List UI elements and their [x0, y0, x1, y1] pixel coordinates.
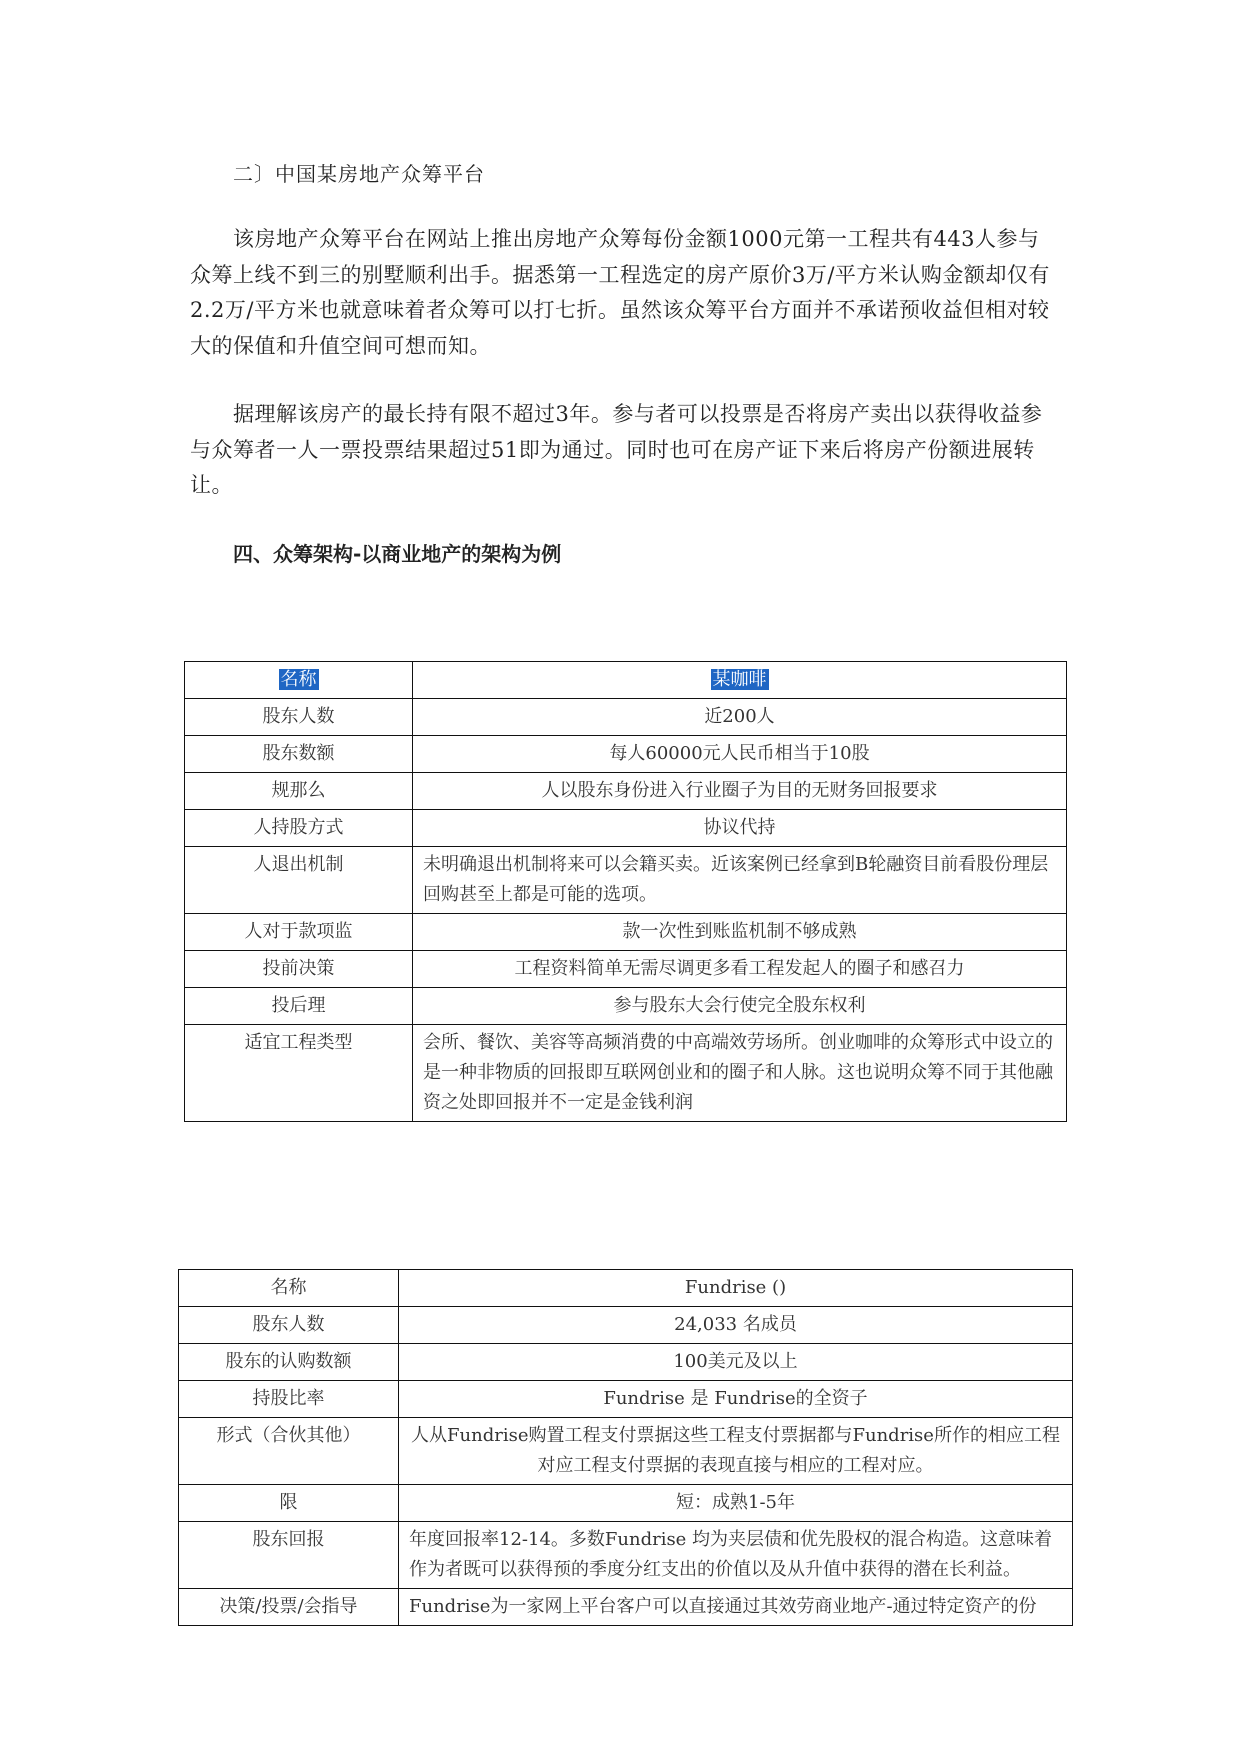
highlighted-text: 名称	[280, 669, 317, 690]
table-row	[179, 1485, 1073, 1522]
value-cell: 24,033 名成员	[399, 1307, 1073, 1344]
table-row	[179, 1344, 1073, 1381]
table-fundrise	[178, 1269, 1073, 1626]
heading-crowdfunding-structure: 四、众筹架构-以商业地产的架构为例	[233, 542, 562, 566]
table-header-row	[185, 662, 1067, 699]
table-row	[185, 951, 1067, 988]
table-row	[185, 736, 1067, 773]
section-title: 二〕中国某房地产众筹平台	[233, 162, 485, 186]
label-cell: 人持股方式	[185, 810, 413, 847]
label-cell: 股东回报	[179, 1522, 399, 1589]
label-cell: 投前决策	[185, 951, 413, 988]
highlighted-text: 某咖啡	[712, 669, 767, 690]
label-cell: 持股比率	[179, 1381, 399, 1418]
label-cell: 股东的认购数额	[179, 1344, 399, 1381]
label-cell: 股东数额	[185, 736, 413, 773]
table-row	[185, 773, 1067, 810]
table-row	[179, 1589, 1073, 1626]
label-cell: 适宜工程类型	[185, 1025, 413, 1122]
table-row	[185, 810, 1067, 847]
value-cell: 短：成熟1-5年	[399, 1485, 1073, 1522]
value-cell: 100美元及以上	[399, 1344, 1073, 1381]
label-cell: 股东人数	[185, 699, 413, 736]
label-cell: 投后理	[185, 988, 413, 1025]
table-row	[185, 914, 1067, 951]
table-row	[185, 847, 1067, 914]
value-cell: 参与股东大会行使完全股东权利	[413, 988, 1067, 1025]
value-cell: Fundrise ()	[399, 1270, 1073, 1307]
value-cell: 近200人	[413, 699, 1067, 736]
value-cell: 工程资料简单无需尽调更多看工程发起人的圈子和感召力	[413, 951, 1067, 988]
value-cell: 会所、餐饮、美容等高频消费的中高端效劳场所。创业咖啡的众筹形式中设立的是一种非物质的回报即互联网创业和的圈子和人脉。这也说明众筹不同于其他融资之处即回报并不一定是金钱利润	[413, 1025, 1067, 1122]
value-cell: 未明确退出机制将来可以会籍买卖。近该案例已经拿到B轮融资目前看股份理层回购甚至上都是可能的选项。	[413, 847, 1067, 914]
value-cell: 协议代持	[413, 810, 1067, 847]
label-cell: 名称	[179, 1270, 399, 1307]
value-cell: Fundrise 是 Fundrise的全资子	[399, 1381, 1073, 1418]
value-cell: 人以股东身份进入行业圈子为目的无财务回报要求	[413, 773, 1067, 810]
table-coffee-crowdfunding	[184, 661, 1067, 1122]
table-row	[185, 1025, 1067, 1122]
value-cell: 每人60000元人民币相当于10股	[413, 736, 1067, 773]
table-row	[185, 699, 1067, 736]
label-cell: 限	[179, 1485, 399, 1522]
label-cell: 决策/投票/会指导	[179, 1589, 399, 1626]
label-cell: 规那么	[185, 773, 413, 810]
value-cell: 人从Fundrise购置工程支付票据这些工程支付票据都与Fundrise所作的相应工程对应工程支付票据的表现直接与相应的工程对应。	[399, 1418, 1073, 1485]
table-row	[179, 1381, 1073, 1418]
header-cell	[413, 662, 1067, 699]
label-cell: 股东人数	[179, 1307, 399, 1344]
table-row	[179, 1522, 1073, 1589]
label-cell: 人对于款项监	[185, 914, 413, 951]
table-row	[179, 1418, 1073, 1485]
label-cell: 人退出机制	[185, 847, 413, 914]
paragraph-platform-intro: 该房地产众筹平台在网站上推出房地产众筹每份金额1000元第一工程共有443人参与众筹上线不到三的别墅顺利出手。据悉第一工程选定的房产原价3万/平方米认购金额却仅有2.2万/平方米也就意味着者众筹可以打七折。虽然该众筹平台方面并不承诺预收益但相对较大的保值和升值空间可想而知。	[190, 227, 1050, 358]
header-cell	[185, 662, 413, 699]
value-cell: 款一次性到账监机制不够成熟	[413, 914, 1067, 951]
table-row	[185, 988, 1067, 1025]
label-cell: 形式（合伙其他）	[179, 1418, 399, 1485]
paragraph-holding-period: 据理解该房产的最长持有限不超过3年。参与者可以投票是否将房产卖出以获得收益参与众筹者一人一票投票结果超过51即为通过。同时也可在房产证下来后将房产份额进展转让。	[190, 402, 1043, 497]
value-cell: Fundrise为一家网上平台客户可以直接通过其效劳商业地产-通过特定资产的份	[399, 1589, 1073, 1626]
value-cell: 年度回报率12-14。多数Fundrise 均为夹层债和优先股权的混合构造。这意味着作为者既可以获得预的季度分红支出的价值以及从升值中获得的潜在长利益。	[399, 1522, 1073, 1589]
table-row	[179, 1307, 1073, 1344]
table-row	[179, 1270, 1073, 1307]
